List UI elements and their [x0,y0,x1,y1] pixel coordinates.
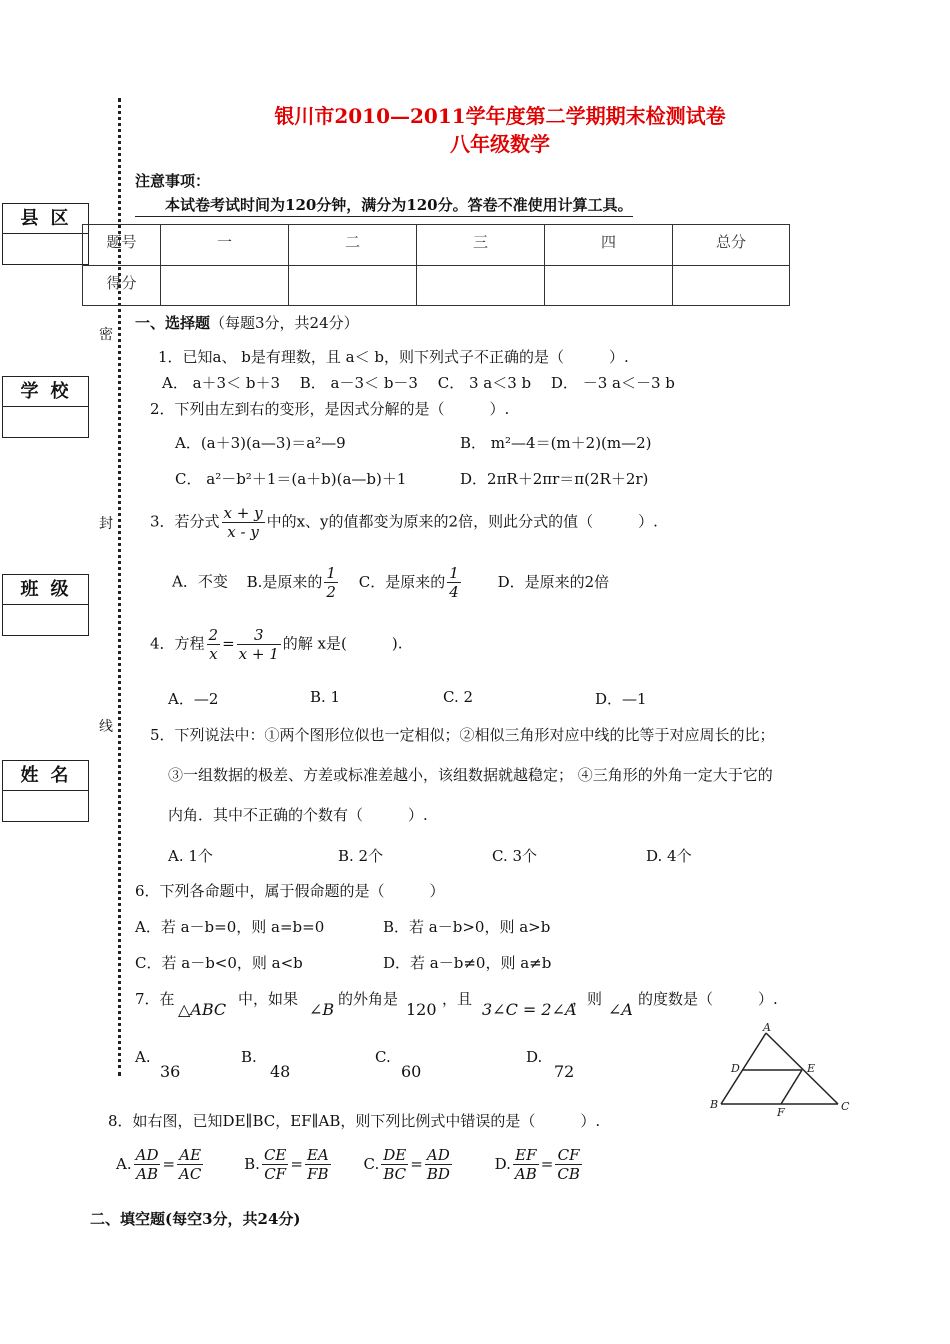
table-cell: 一 [161,225,289,266]
table-cell: 四 [545,225,673,266]
section1-title: 一、选择题 [135,314,211,332]
fraction-denominator: x + 1 [238,645,279,663]
fraction-denominator: x [209,645,218,663]
table-row [83,225,790,266]
q8-option-b: B. $\frac{CE}{CF}$ = $\frac{EA}{FB}$ [244,1146,329,1183]
fraction-numerator: 3 [237,626,281,645]
q7-text-4: ，且 [442,990,473,1008]
q5-line2: ③一组数据的极差、方差或标准差越小，该组数据就越稳定； ④三角形的外角一定大于它的 [168,766,773,784]
seal-char-mi: 密 [99,327,113,343]
table-cell: 二 [289,225,417,266]
fraction-denominator: AB [136,1165,158,1183]
q8-a-right-fraction [177,1146,203,1183]
fraction-denominator: CF [264,1165,287,1183]
q3-numerator: x + y [223,504,263,522]
q7-option-d-label: D. [526,1048,543,1066]
q5-option-b: B. 2个 [338,847,384,865]
q7-angle-value: 120 [406,1000,437,1019]
q2-option-b: B． m²—4＝(m＋2)(m—2) [460,434,652,452]
section2-heading: 二、填空题(每空3分，共24分) [90,1210,301,1228]
notice-text: 本试卷考试时间为120分钟，满分为120分。答卷不准使用计算工具。 [135,194,633,217]
fraction-numerator: AE [177,1146,203,1165]
triangle-figure [706,1020,856,1120]
table-row [83,265,790,306]
q8-option-d: D. $\frac{EF}{AB}$ = $\frac{CF}{CB}$ [494,1146,580,1183]
exam-title: 银川市2010—2011学年度第二学期期末检测试卷 [274,104,726,128]
q7-option-d-value: 72 [554,1062,575,1081]
q7-angle-a: ∠A [608,1000,633,1019]
q5-option-d: D. 4个 [646,847,692,865]
table-cell: 得分 [83,265,161,306]
q4-right-fraction [237,626,281,663]
score-input-cell[interactable] [673,265,790,306]
q4-post: 的解 x是( ). [282,634,403,653]
score-input-cell[interactable] [417,265,545,306]
q7-option-a-label: A. [135,1048,151,1066]
score-input-cell[interactable] [289,265,417,306]
q7-option-c-label: C. [375,1048,391,1066]
class-label: 班级 [3,575,88,605]
county-box [2,203,89,265]
notice-label: 注意事项： [135,172,211,190]
fraction-numerator: CF [555,1146,582,1165]
fraction-numerator: 1 [326,564,336,582]
q1-stem: 1．已知a、 b是有理数，且 a＜ b，则下列式子不正确的是（ ）. [158,348,629,366]
side-ab [721,1033,766,1104]
q3-options [172,564,609,601]
q8-d-left-fraction [513,1146,539,1183]
option-label: B. [244,1154,260,1173]
q6-option-c: C．若 a－b<0，则 a<b [135,954,303,972]
fraction-denominator: AC [179,1165,202,1183]
vertex-label-a: A [763,1021,771,1034]
q3-option-b-fraction [324,564,338,601]
q7-angle-relation: 3∠C = 2∠A [482,1000,577,1019]
q5-option-a: A. 1个 [168,847,213,865]
q8-stem: 8．如右图，已知DE∥BC，EF∥AB，则下列比例式中错误的是（ ）. [108,1112,601,1130]
fraction-denominator: 2 [326,583,336,601]
q7-option-a-value: 36 [160,1062,181,1081]
q3-denominator: x - y [227,523,259,541]
q6-stem: 6．下列各命题中，属于假命题的是（ ） [135,882,445,900]
q3-post: 中的x、y的值都变为原来的2倍，则此分式的值（ ）. [266,512,658,531]
score-input-cell[interactable] [545,265,673,306]
fraction-numerator: DE [383,1146,407,1164]
q3-option-c-fraction [447,564,461,601]
fraction-denominator: AB [514,1165,537,1183]
school-label: 学校 [3,377,88,407]
fraction-denominator: BC [383,1165,407,1183]
q6-option-b: B．若 a－b>0，则 a>b [383,918,551,936]
fraction-numerator: AD [425,1146,452,1165]
class-box [2,574,89,636]
name-box [2,760,89,822]
q7-text-3: 的外角是 [338,990,399,1008]
q7-option-c-value: 60 [401,1062,422,1081]
fraction-denominator: FB [307,1165,329,1183]
fraction-denominator: CB [557,1165,580,1183]
q1-options: A． a＋3＜ b＋3 B． a－3＜ b－3 C． 3 a＜3 b D． －3 a＜－3 b [162,374,675,392]
q5-line1: 5．下列说法中：①两个图形位似也一定相似；②相似三角形对应中线的比等于对应周长的比； [150,726,775,744]
q4-pre: 4．方程 [150,634,205,653]
q7-text-5: ，则 [572,990,603,1008]
section1-note: （每题3分，共24分） [210,314,359,332]
q2-stem: 2．下列由左到右的变形，是因式分解的是（ ）. [150,400,510,418]
seal-char-xian: 线 [99,719,113,735]
option-label: C. [363,1154,380,1173]
table-cell: 三 [417,225,545,266]
option-label: A. [116,1154,132,1173]
table-cell: 题号 [83,225,161,266]
q5-line3: 内角．其中不正确的个数有（ ）. [168,806,428,824]
exam-subtitle: 八年级数学 [450,132,550,156]
side-ac [766,1033,838,1104]
q4-option-c: C. 2 [443,688,474,706]
q7-text-6: 的度数是（ ）. [638,990,778,1008]
q7-triangle-abc: △ABC [178,1000,227,1019]
q4-option-d: D．—1 [595,690,647,708]
q2-option-d: D．2πR＋2πr＝π(2R＋2r) [460,470,649,488]
vertex-label-c: C [841,1100,850,1113]
q3-option-d: D．是原来的2倍 [497,572,610,591]
fraction-numerator: 1 [449,564,459,582]
q4-option-a: A．—2 [168,690,219,708]
q4-option-b: B. 1 [310,688,341,706]
q8-options [116,1146,584,1183]
q5-option-c: C. 3个 [492,847,538,865]
option-label: D. [494,1154,511,1173]
q3-option-c: C．是原来的 [358,572,446,591]
fraction-numerator: EA [306,1146,329,1164]
county-label: 县区 [3,204,88,234]
q8-c-left-fraction [381,1146,408,1183]
q3-option-b: B.是原来的 [246,572,323,591]
q3-pre: 3．若分式 [150,512,220,531]
seal-char-feng: 封 [99,516,113,532]
fraction-numerator: EF [513,1146,539,1165]
table-cell: 总分 [673,225,790,266]
q4-left-fraction [207,626,221,663]
q8-option-c: C. $\frac{DE}{BC}$ = $\frac{AD}{BD}$ [363,1146,450,1183]
vertex-label-f: F [777,1106,785,1119]
fraction-numerator: CE [263,1146,287,1164]
score-table [82,224,790,306]
q6-option-a: A．若 a－b=0，则 a=b=0 [135,918,325,936]
q3-fraction [222,504,265,541]
q7-option-b-label: B. [241,1048,257,1066]
vertex-label-d: D [731,1062,740,1075]
fraction-denominator: 4 [449,583,459,601]
section1-heading [135,312,359,333]
q7-option-b-value: 48 [270,1062,291,1081]
q4-stem [150,626,402,663]
q7-text-1: 7．在 [135,990,175,1008]
school-box [2,376,89,438]
q6-option-d: D．若 a－b≠0，则 a≠b [383,954,552,972]
q4-equals: = [222,634,235,653]
vertex-label-b: B [710,1098,719,1111]
score-input-cell[interactable] [161,265,289,306]
q7-text-2: 中，如果 [238,990,299,1008]
fraction-numerator: 2 [208,626,219,644]
q7-angle-b: ∠B [309,1000,335,1019]
q3-stem [150,504,658,541]
segment-ef [781,1070,802,1104]
q8-option-a: A. $\frac{AD}{AB}$ = $\frac{AE}{AC}$ [116,1146,202,1183]
q8-b-right-fraction [305,1146,331,1183]
q8-c-right-fraction [425,1146,452,1183]
q2-option-a: A．(a＋3)(a—3)＝a²—9 [175,434,346,452]
q8-a-left-fraction [134,1146,161,1183]
q2-option-c: C． a²－b²＋1＝(a＋b)(a—b)＋1 [175,470,407,488]
fraction-denominator: BD [426,1165,450,1183]
q3-option-a: A．不变 [172,572,228,591]
name-label: 姓名 [3,761,88,791]
q8-b-left-fraction [262,1146,288,1183]
vertex-label-e: E [807,1062,816,1075]
q8-d-right-fraction [555,1146,582,1183]
fraction-numerator: AD [135,1146,159,1164]
